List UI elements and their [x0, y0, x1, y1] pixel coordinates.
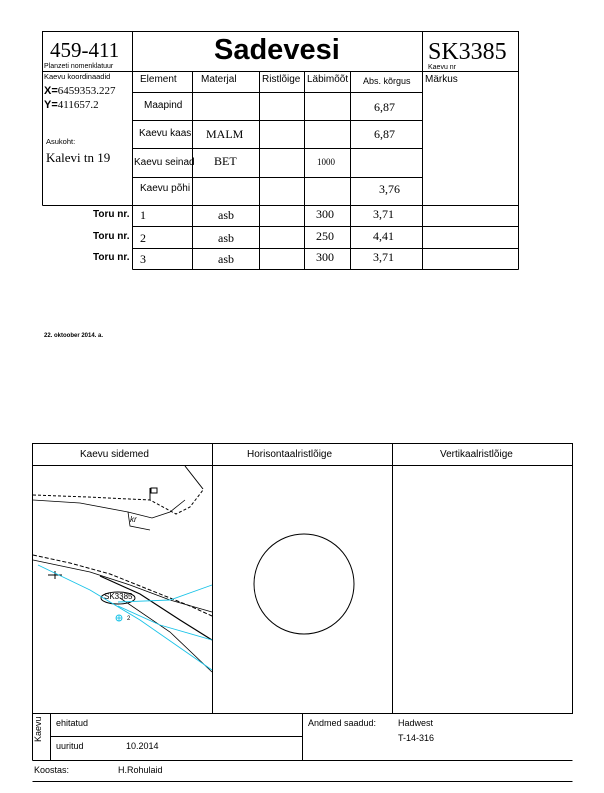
location-value: Kalevi tn 19: [46, 150, 111, 165]
pipe-diameter: 300: [316, 207, 334, 221]
row-element: Kaevu kaas: [139, 128, 192, 139]
panel-header-connections: Kaevu sidemed: [80, 449, 149, 460]
pipe-abs: 4,41: [373, 229, 394, 243]
row-element: Kaevu põhi: [140, 183, 191, 194]
data-source-label: Andmed saadud:: [308, 718, 377, 728]
row-material: MALM: [206, 127, 244, 141]
col-header-abs: Abs. kõrgus: [363, 76, 411, 86]
row-material: BET: [214, 154, 237, 168]
footer-vertical-label: Kaevu: [33, 716, 43, 742]
document-date: 22. oktoober 2014. a.: [44, 333, 104, 339]
coord-x-value: 6459353.227: [57, 85, 116, 97]
pipe-diameter: 250: [316, 229, 334, 243]
row-element: Maapind: [144, 100, 183, 111]
nomenclature-value: 459-411: [50, 38, 120, 62]
data-source: Hadwest: [398, 718, 434, 728]
col-header-notes: Märkus: [425, 74, 458, 85]
coord-x-label: X=: [44, 85, 58, 97]
location-label: Asukoht:: [46, 137, 76, 146]
well-id-label: Kaevu nr: [428, 64, 457, 71]
pipe-diameter: 300: [316, 250, 334, 264]
map-pipe-label: 2: [127, 616, 131, 622]
row-abs: 6,87: [374, 100, 395, 114]
nomenclature-label: Planzeti nomenklatuur: [44, 63, 114, 70]
horizontal-section-circle: [254, 534, 354, 634]
pipe-lines: [38, 565, 212, 670]
site-sketch: [33, 466, 212, 672]
pipe-label: Toru nr.: [93, 252, 130, 263]
page-title: Sadevesi: [214, 34, 340, 66]
data-code: T-14-316: [398, 733, 435, 743]
compiled-label: Koostas:: [34, 765, 70, 775]
coord-y-label: Y=: [44, 99, 58, 111]
pipe-nr: 2: [140, 231, 146, 245]
panel-header-vertical: Vertikaalristlõige: [440, 449, 513, 460]
map-well-label: SK3385: [104, 592, 133, 601]
col-header-material: Materjal: [201, 74, 237, 85]
pipe-label: Toru nr.: [93, 231, 130, 242]
pipe-abs: 3,71: [373, 250, 394, 264]
row-element: Kaevu seinad: [134, 157, 195, 168]
map-kr-label: kr: [130, 515, 137, 524]
coord-y-value: 411657.2: [57, 99, 99, 111]
coord-x: [44, 86, 116, 97]
row-abs: 3,76: [379, 182, 400, 196]
pipe-abs: 3,71: [373, 207, 394, 221]
col-header-element: Element: [140, 74, 177, 85]
compiled-by: H.Rohulaid: [118, 765, 163, 775]
coord-y: [44, 100, 99, 111]
pipe-material: asb: [218, 208, 234, 222]
col-header-diameter: Läbimõõt: [307, 74, 349, 85]
measured-date: 10.2014: [126, 741, 159, 751]
coords-label: Kaevu koordinaadid: [44, 72, 111, 81]
measured-label: uuritud: [56, 741, 84, 751]
pipe-nr: 3: [140, 252, 146, 266]
pipe-label: Toru nr.: [93, 209, 130, 220]
well-id: SK3385: [428, 39, 507, 65]
row-diameter: 1000: [317, 157, 335, 167]
pipe-nr: 1: [140, 208, 146, 222]
pipe-material: asb: [218, 252, 234, 266]
pipe-material: asb: [218, 231, 234, 245]
panel-header-horizontal: Horisontaalristlõige: [247, 449, 333, 460]
col-header-section: Ristlõige: [262, 74, 301, 85]
built-label: ehitatud: [56, 718, 89, 728]
row-abs: 6,87: [374, 127, 395, 141]
